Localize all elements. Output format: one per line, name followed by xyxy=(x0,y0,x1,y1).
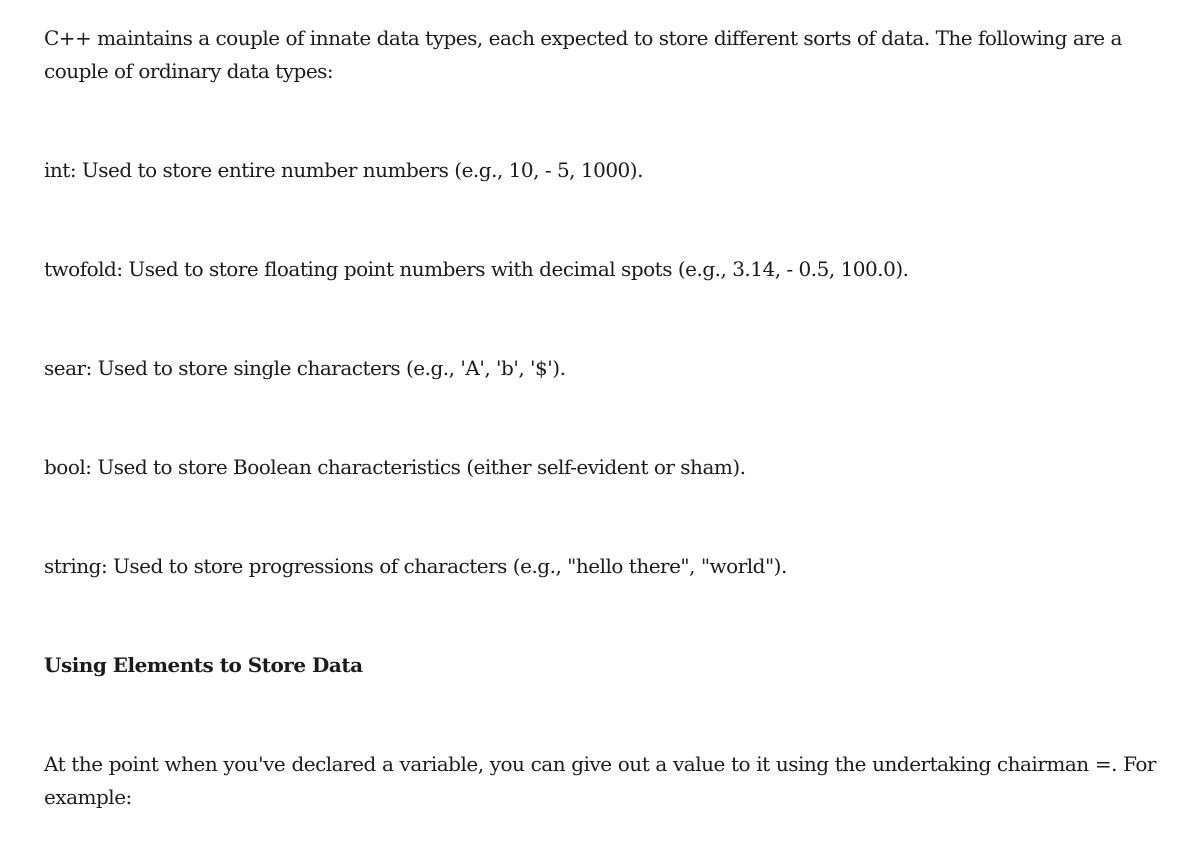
type-string-paragraph: string: Used to store progressions of characters (e.g., "hello there", "world"). xyxy=(44,554,787,578)
type-int-paragraph: int: Used to store entire number numbers (e.g., 10, - 5, 1000). xyxy=(44,158,643,182)
section-heading: Using Elements to Store Data xyxy=(44,653,363,677)
type-bool-paragraph: bool: Used to store Boolean characteristics (either self-evident or sham). xyxy=(44,455,746,479)
type-char-paragraph: sear: Used to store single characters (e.g., 'A', 'b', '$'). xyxy=(44,356,566,380)
type-double-paragraph: twofold: Used to store floating point numbers with decimal spots (e.g., 3.14, - 0.5, 100.0). xyxy=(44,257,909,281)
document-body xyxy=(44,0,1156,850)
intro-paragraph: C++ maintains a couple of innate data types, each expected to store different sorts of data. The following are a couple of ordinary data types: xyxy=(44,26,1122,83)
assignment-paragraph: At the point when you've declared a variable, you can give out a value to it using the undertaking chairman =. For example: xyxy=(44,752,1156,809)
